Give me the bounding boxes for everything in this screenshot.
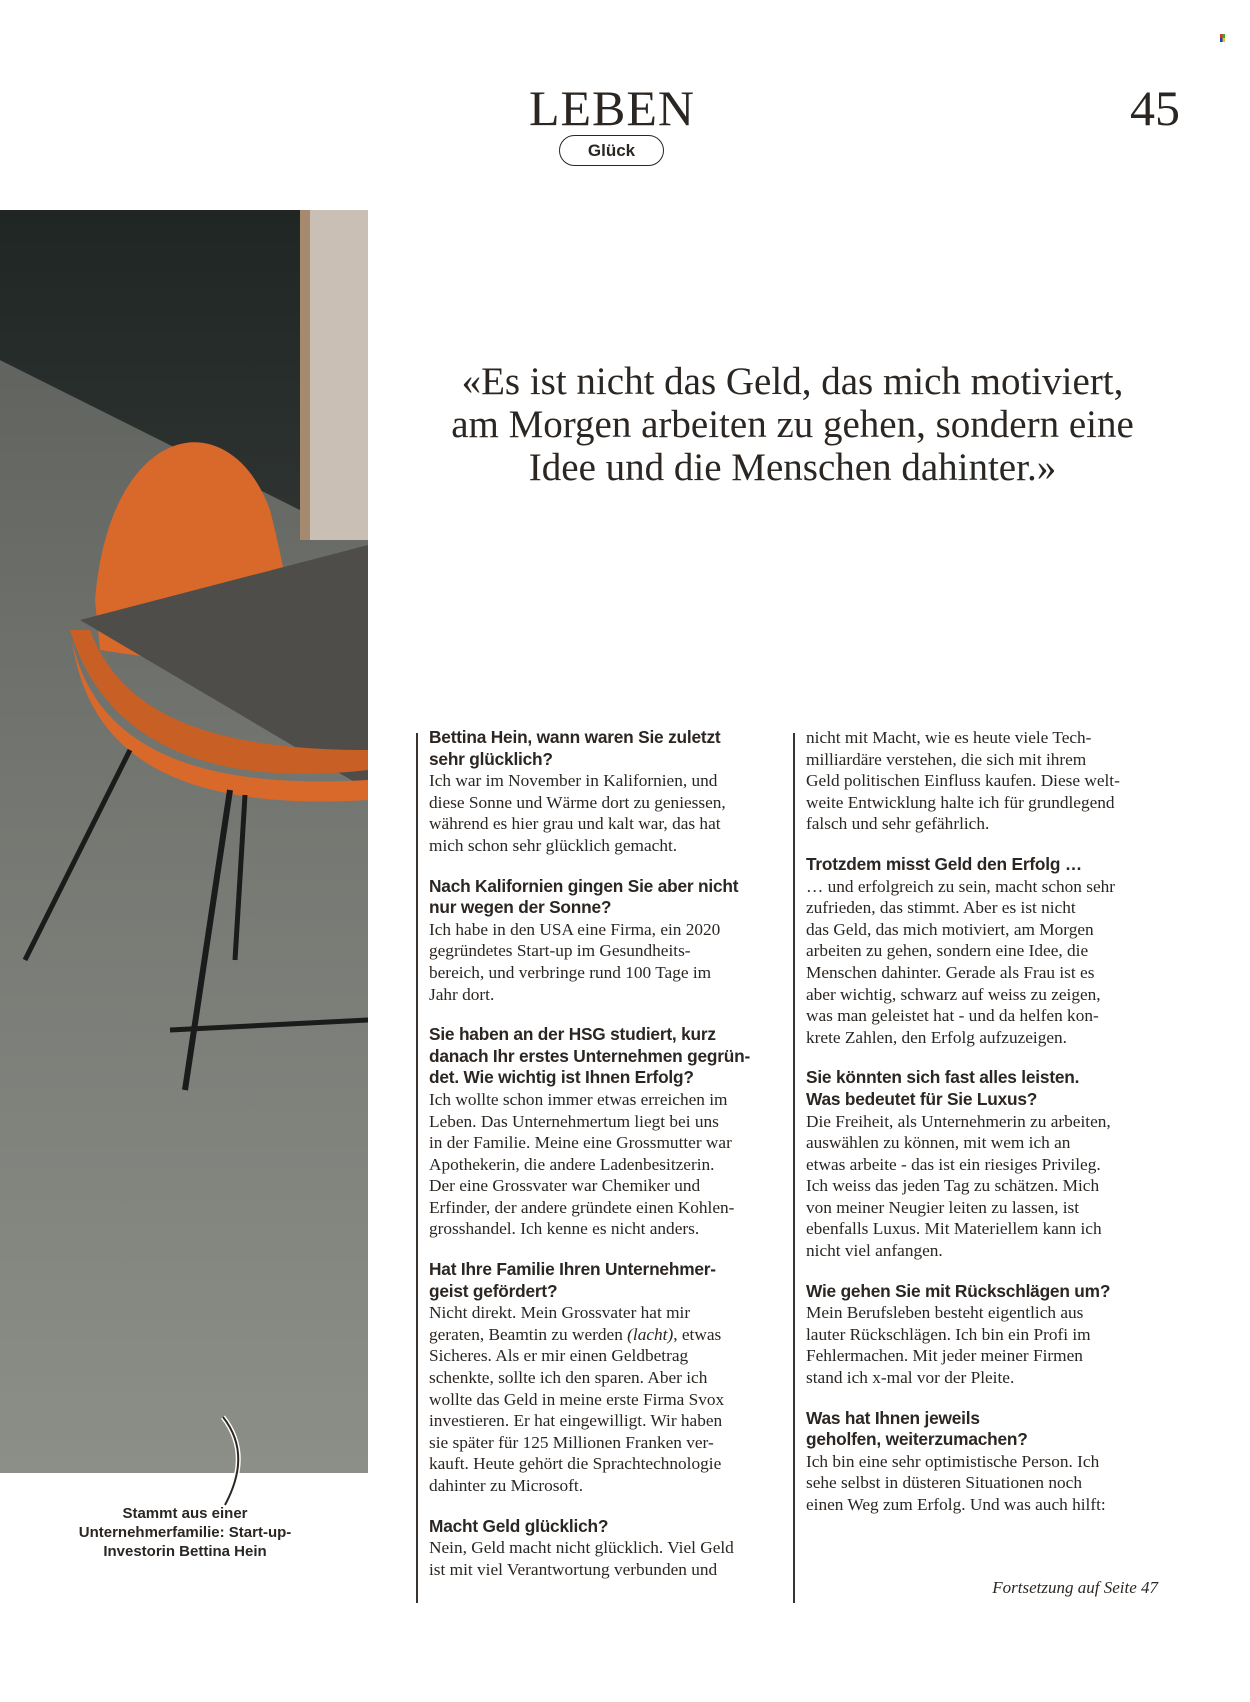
pull-quote-line: Idee und die Menschen dahinter.»: [528, 446, 1057, 489]
photo-caption: [20, 1504, 350, 1561]
answer-line: ist mit viel Verantwortung verbunden und: [429, 1559, 718, 1579]
interview-block: [806, 854, 1156, 1048]
interview-block: [806, 1408, 1156, 1516]
answer-line: Sicheres. Als er mir einen Geldbetrag: [429, 1346, 689, 1366]
answer-line: milliardäre verstehen, die sich mit ihrem: [806, 749, 1087, 769]
question-line: geholfen, weiterzumachen?: [806, 1429, 1028, 1450]
answer-line: Menschen dahinter. Gerade als Frau ist es: [806, 962, 1095, 982]
answer-line: von meiner Neugier leiten zu lassen, ist: [806, 1197, 1080, 1217]
answer-line: zufrieden, das stimmt. Aber es ist nicht: [806, 898, 1076, 918]
question-line: geist gefördert?: [429, 1280, 558, 1301]
answer-line: Apothekerin, die andere Ladenbesitzerin.: [429, 1154, 715, 1174]
answer-line: einen Weg zum Erfolg. Und was auch hilft:: [806, 1495, 1106, 1514]
answer-line: was man geleistet hat - und da helfen kon-: [806, 1006, 1099, 1026]
portrait-photo-chair: [0, 210, 368, 1473]
color-marker-icon: [1220, 34, 1225, 42]
answer-line: geraten, Beamtin zu werden (lacht), etwas: [429, 1324, 722, 1344]
topic-tag: Glück: [559, 135, 664, 166]
answer-line: krete Zahlen, den Erfolg aufzuzeigen.: [806, 1027, 1068, 1047]
question-line: Was bedeutet für Sie Luxus?: [806, 1088, 1038, 1109]
answer-line: Ich habe in den USA eine Firma, ein 2020: [429, 919, 721, 939]
answer-line: schenkte, sollte ich den sparen. Aber ich: [429, 1368, 708, 1388]
interview-column-1: [429, 727, 779, 1599]
pull-quote-line: am Morgen arbeiten zu gehen, sondern eine: [451, 403, 1134, 446]
caption-pointer-line: [205, 1415, 245, 1510]
answer-line: ebenfalls Luxus. Mit Materiellem kann ich: [806, 1219, 1102, 1239]
answer-line: nicht mit Macht, wie es heute viele Tech-: [806, 728, 1092, 747]
answer-line: Mein Berufsleben besteht eigentlich aus: [806, 1303, 1084, 1323]
answer-line: Nicht direkt. Mein Grossvater hat mir: [429, 1303, 691, 1323]
page-number: 45: [1130, 80, 1180, 136]
interview-block: [429, 1024, 779, 1240]
answer-line: Die Freiheit, als Unternehmerin zu arbeiten,: [806, 1111, 1111, 1131]
answer-line: Erfinder, der andere gründete einen Kohlen-: [429, 1197, 735, 1217]
answer-line: Ich bin eine sehr optimistische Person. Ich: [806, 1451, 1100, 1471]
question-line: det. Wie wichtig ist Ihnen Erfolg?: [429, 1067, 694, 1088]
answer-line: Ich weiss das jeden Tag zu schätzen. Mich: [806, 1176, 1100, 1196]
answer-line: weite Entwicklung halte ich für grundlegend: [806, 792, 1115, 812]
answer-line: dahinter zu Microsoft.: [429, 1476, 584, 1495]
interview-block: [429, 1516, 779, 1581]
question-line: Wie gehen Sie mit Rückschlägen um?: [806, 1280, 1111, 1301]
answer-line: nicht viel anfangen.: [806, 1241, 943, 1261]
answer-line: kauft. Heute gehört die Sprachtechnologie: [429, 1454, 722, 1474]
section-title: LEBEN: [528, 80, 696, 136]
answer-line: in der Familie. Meine eine Grossmutter war: [429, 1133, 732, 1153]
aside-laughs: (lacht): [627, 1324, 674, 1344]
question-line: Nach Kalifornien gingen Sie aber nicht: [429, 875, 739, 896]
interview-block: [806, 727, 1156, 835]
caption-line: Investorin Bettina Hein: [103, 1543, 267, 1560]
answer-line: auswählen zu können, mit wem ich an: [806, 1133, 1071, 1153]
answer-line: bereich, und verbringe rund 100 Tage im: [429, 962, 712, 982]
answer-line: diese Sonne und Wärme dort zu geniessen,: [429, 792, 726, 812]
answer-line: mich schon sehr glücklich gemacht.: [429, 835, 678, 855]
answer-line: aber wichtig, schwarz auf weiss zu zeigen,: [806, 984, 1101, 1004]
answer-line: Nein, Geld macht nicht glücklich. Viel Geld: [429, 1538, 734, 1558]
answer-line: Geld politischen Einfluss kaufen. Diese welt-: [806, 771, 1120, 791]
answer-line: arbeiten zu gehen, sondern eine Idee, die: [806, 941, 1089, 961]
question-line: Sie könnten sich fast alles leisten.: [806, 1067, 1080, 1088]
caption-line: Stammt aus einer: [122, 1505, 248, 1522]
column-rule: [793, 733, 795, 1603]
answer-line: Leben. Das Unternehmertum liegt bei uns: [429, 1111, 719, 1131]
question-line: sehr glücklich?: [429, 748, 553, 769]
answer-line: das Geld, das mich motiviert, am Morgen: [806, 919, 1094, 939]
answer-line: lauter Rückschlägen. Ich bin ein Profi im: [806, 1324, 1091, 1344]
question-line: Was hat Ihnen jeweils: [806, 1407, 980, 1428]
answer-line: sie später für 125 Millionen Franken ver-: [429, 1432, 714, 1452]
answer-line: wollte das Geld in meine erste Firma Svox: [429, 1389, 725, 1409]
interview-block: [429, 727, 779, 857]
question-line: nur wegen der Sonne?: [429, 897, 612, 918]
pull-quote: [420, 360, 1165, 489]
answer-line: während es hier grau und kalt war, das hat: [429, 814, 721, 834]
question-line: danach Ihr erstes Unternehmen gegrün-: [429, 1045, 751, 1066]
interview-block: [429, 1259, 779, 1497]
answer-line: falsch und sehr gefährlich.: [806, 814, 990, 834]
answer-line: investieren. Er hat eingewilligt. Wir haben: [429, 1411, 723, 1431]
answer-line: Der eine Grossvater war Chemiker und: [429, 1176, 701, 1196]
question-line: Hat Ihre Familie Ihren Unternehmer-: [429, 1259, 716, 1280]
answer-line: stand ich x-mal vor der Pleite.: [806, 1368, 1015, 1388]
question-line: Sie haben an der HSG studiert, kurz: [429, 1024, 716, 1045]
interview-column-2: [806, 727, 1156, 1535]
answer-line: Ich wollte schon immer etwas erreichen im: [429, 1089, 728, 1109]
answer-line: Ich war im November in Kalifornien, und: [429, 771, 718, 791]
answer-line: gegründetes Start-up im Gesundheits-: [429, 941, 691, 961]
answer-line: sehe selbst in düsteren Situationen noch: [806, 1473, 1082, 1493]
answer-line: grosshandel. Ich kenne es nicht anders.: [429, 1219, 700, 1239]
continuation-note: Fortsetzung auf Seite 47: [992, 1578, 1158, 1597]
question-line: Macht Geld glücklich?: [429, 1515, 609, 1536]
answer-line: etwas arbeite - das ist ein riesiges Privileg.: [806, 1154, 1101, 1174]
question-line: Bettina Hein, wann waren Sie zuletzt: [429, 727, 721, 747]
interview-block: [429, 876, 779, 1006]
column-rule: [416, 733, 418, 1603]
pull-quote-line: «Es ist nicht das Geld, das mich motiviert,: [461, 360, 1124, 403]
interview-block: [806, 1067, 1156, 1261]
answer-line: Jahr dort.: [429, 984, 495, 1004]
caption-line: Unternehmerfamilie: Start-up-: [78, 1524, 292, 1541]
question-line: Trotzdem misst Geld den Erfolg …: [806, 853, 1082, 874]
answer-line: Fehlermachen. Mit jeder meiner Firmen: [806, 1346, 1083, 1366]
interview-block: [806, 1281, 1156, 1389]
answer-line: … und erfolgreich zu sein, macht schon sehr: [806, 876, 1116, 896]
